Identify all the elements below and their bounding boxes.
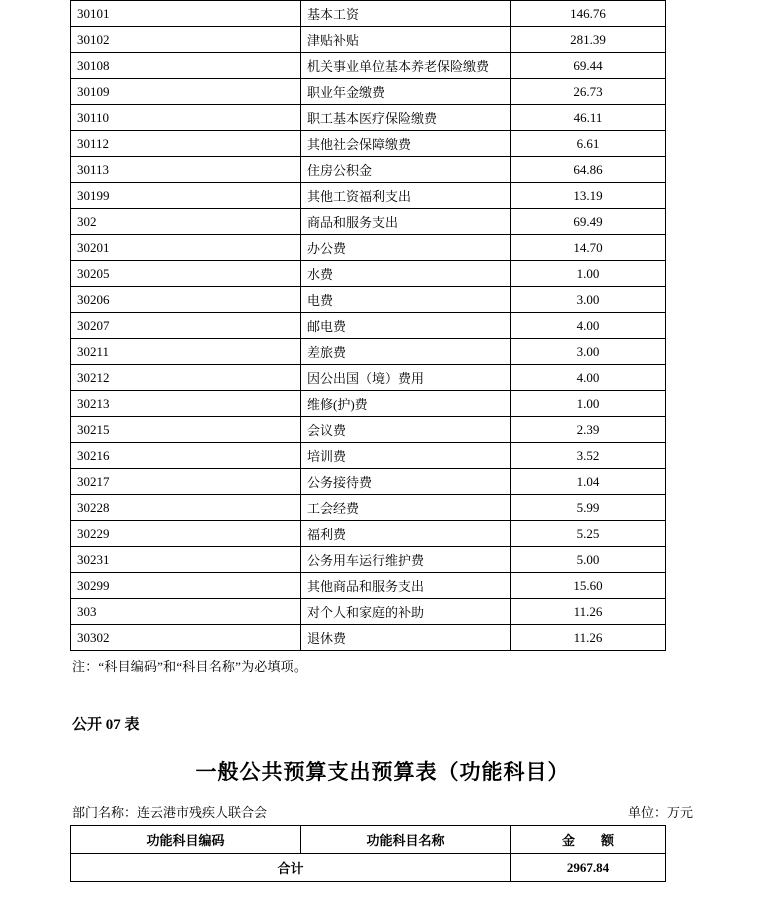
table-row [71,53,666,79]
table-row [71,599,666,625]
table-row [71,365,666,391]
table-row [71,469,666,495]
table-row [71,417,666,443]
cell-amount: 11.26 [511,599,666,625]
cell-subject-code: 30110 [71,105,301,131]
cell-subject-name: 因公出国（境）费用 [301,365,511,391]
cell-subject-code: 30211 [71,339,301,365]
cell-amount: 69.49 [511,209,666,235]
cell-amount: 11.26 [511,625,666,651]
cell-amount: 46.11 [511,105,666,131]
cell-subject-name: 机关事业单位基本养老保险缴费 [301,53,511,79]
cell-subject-name: 对个人和家庭的补助 [301,599,511,625]
table-row [71,157,666,183]
header-functional-code: 功能科目编码 [71,826,301,854]
cell-amount: 13.19 [511,183,666,209]
cell-amount: 3.52 [511,443,666,469]
cell-amount: 3.00 [511,339,666,365]
table-row [71,79,666,105]
cell-subject-name: 水费 [301,261,511,287]
cell-subject-name: 其他商品和服务支出 [301,573,511,599]
cell-amount: 2.39 [511,417,666,443]
cell-subject-name: 退休费 [301,625,511,651]
cell-subject-code: 30102 [71,27,301,53]
table-row [71,443,666,469]
table-row [71,235,666,261]
table-row [71,625,666,651]
cell-amount: 15.60 [511,573,666,599]
cell-amount: 146.76 [511,1,666,27]
table-row [71,131,666,157]
table-row [71,521,666,547]
cell-subject-code: 30108 [71,53,301,79]
cell-subject-code: 30299 [71,573,301,599]
cell-subject-name: 职业年金缴费 [301,79,511,105]
cell-subject-code: 30109 [71,79,301,105]
cell-amount: 3.00 [511,287,666,313]
header-functional-name: 功能科目名称 [301,826,511,854]
cell-amount: 1.00 [511,391,666,417]
cell-subject-code: 30101 [71,1,301,27]
header-amount: 金 额 [511,826,666,854]
cell-subject-name: 邮电费 [301,313,511,339]
cell-subject-name: 会议费 [301,417,511,443]
cell-subject-name: 电费 [301,287,511,313]
cell-subject-code: 30213 [71,391,301,417]
table-row [71,105,666,131]
cell-amount: 5.25 [511,521,666,547]
total-label: 合计 [71,854,511,882]
cell-subject-code: 30205 [71,261,301,287]
cell-amount: 5.00 [511,547,666,573]
cell-subject-code: 30231 [71,547,301,573]
table-row [71,391,666,417]
cell-subject-name: 公务接待费 [301,469,511,495]
cell-subject-name: 商品和服务支出 [301,209,511,235]
cell-subject-code: 30199 [71,183,301,209]
cell-subject-code: 30113 [71,157,301,183]
table-header-row [71,826,666,854]
cell-subject-code: 30228 [71,495,301,521]
economic-table-body [71,1,666,651]
amount-unit: 单位：万元 [627,805,693,820]
cell-subject-code: 30216 [71,443,301,469]
cell-amount: 5.99 [511,495,666,521]
cell-subject-name: 职工基本医疗保险缴费 [301,105,511,131]
cell-amount: 281.39 [511,27,666,53]
cell-amount: 4.00 [511,313,666,339]
cell-amount: 6.61 [511,131,666,157]
cell-subject-name: 培训费 [301,443,511,469]
total-amount: 2967.84 [511,854,666,882]
cell-amount: 26.73 [511,79,666,105]
cell-subject-name: 津贴补贴 [301,27,511,53]
cell-subject-code: 30215 [71,417,301,443]
cell-amount: 69.44 [511,53,666,79]
cell-subject-name: 其他工资福利支出 [301,183,511,209]
cell-amount: 1.04 [511,469,666,495]
cell-amount: 4.00 [511,365,666,391]
cell-amount: 1.00 [511,261,666,287]
table-row [71,287,666,313]
cell-subject-name: 工会经费 [301,495,511,521]
table-meta-row [70,802,695,825]
page-title: 一般公共预算支出预算表（功能科目） [195,760,570,784]
cell-subject-code: 30201 [71,235,301,261]
table-row [71,573,666,599]
table-row [71,1,666,27]
department-name: 部门名称：连云港市残疾人联合会 [72,805,268,820]
cell-subject-name: 维修(护)费 [301,391,511,417]
table-row [71,339,666,365]
cell-subject-code: 302 [71,209,301,235]
cell-subject-code: 30207 [71,313,301,339]
cell-subject-name: 办公费 [301,235,511,261]
cell-subject-name: 福利费 [301,521,511,547]
cell-subject-code: 303 [71,599,301,625]
functional-table-body [71,826,666,882]
cell-subject-code: 30302 [71,625,301,651]
cell-amount: 14.70 [511,235,666,261]
cell-subject-code: 30217 [71,469,301,495]
table-row [71,261,666,287]
table-row [71,495,666,521]
table-row-total [71,854,666,882]
cell-subject-name: 差旅费 [301,339,511,365]
cell-subject-code: 30212 [71,365,301,391]
cell-subject-name: 住房公积金 [301,157,511,183]
cell-subject-code: 30112 [71,131,301,157]
table-row [71,313,666,339]
table-row [71,27,666,53]
cell-subject-code: 30229 [71,521,301,547]
functional-subject-table [70,825,666,882]
economic-subject-table [70,0,666,651]
cell-subject-name: 基本工资 [301,1,511,27]
cell-subject-name: 其他社会保障缴费 [301,131,511,157]
form-label: 公开 07 表 [72,717,140,733]
table-row [71,209,666,235]
table-row [71,183,666,209]
table-note: 注：“科目编码”和“科目名称”为必填项。 [72,659,308,674]
cell-subject-name: 公务用车运行维护费 [301,547,511,573]
table-row [71,547,666,573]
cell-amount: 64.86 [511,157,666,183]
cell-subject-code: 30206 [71,287,301,313]
